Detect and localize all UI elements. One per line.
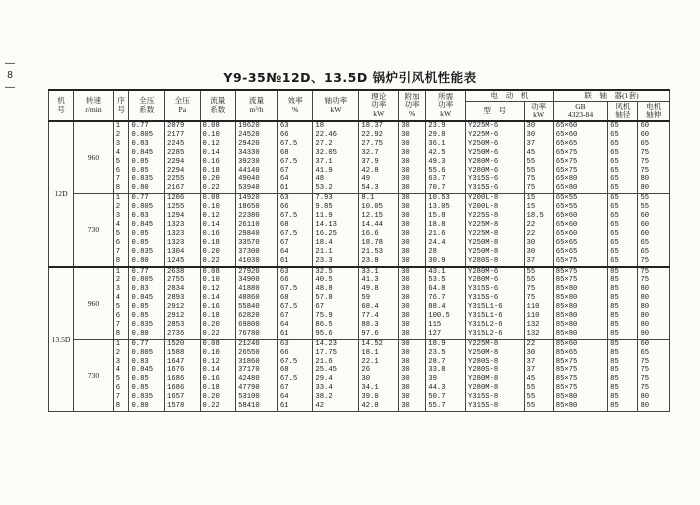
efficiency-col: 63 66 67.5 68 67.5 67 64 61: [277, 194, 313, 267]
seq-col: 1 2 3 4 5 6 7 8: [113, 121, 129, 194]
total-pressure-col: 2638 2755 2834 2893 2912 2912 2853 2736: [165, 267, 201, 340]
motor-shaft-col: 60 65 75 75 75 75 80 80: [638, 339, 670, 411]
motor-power-col: 15 15 18.5 22 22 30 30 37: [524, 194, 553, 267]
gb-col: 65×60 65×60 65×65 65×75 65×75 65×75 65×80 65×80: [553, 121, 607, 194]
required-power-col: 43.1 53.5 64.8 76.7 88.4 100.5 115 127: [426, 267, 466, 340]
shaft-power-col: 14.23 17.75 21.6 25.45 29.4 33.4 38.2 42: [313, 339, 359, 411]
seq-col: 1 2 3 4 5 6 7 8: [113, 194, 129, 267]
total-pressure-col: 1206 1255 1294 1323 1323 1323 1304 1245: [165, 194, 201, 267]
efficiency-col: 63 66 67.5 68 67.5 67 64 61: [277, 267, 313, 340]
fan-performance-table: [48, 89, 670, 412]
motor-shaft-col: 55 55 60 60 60 65 65 75: [638, 194, 670, 267]
required-power-col: 10.53 13.05 15.8 18.8 21.6 24.4 28 30.9: [426, 194, 466, 267]
header-seq: 序 号: [113, 90, 129, 121]
flow-coef-col: 0.08 0.10 0.12 0.14 0.16 0.18 0.20 0.22: [200, 267, 236, 340]
bleed-through-shadow: [90, 46, 630, 66]
header-required-power: 所需 功率 kW: [426, 90, 466, 121]
gb-col: 65×55 65×55 65×60 65×60 65×60 65×65 65×65 65×75: [553, 194, 607, 267]
flow-col: 21240 26550 31860 37170 42480 47790 53100 58410: [236, 339, 278, 411]
motor-type-col: Y225M-6 Y225M-6 Y250M-6 Y250M-6 Y280M-6 Y280M-6 Y315S-6 Y315S-6: [466, 121, 525, 194]
motor-shaft-col: 60 60 65 75 75 75 80 80: [638, 121, 670, 194]
header-model: 机 号: [49, 90, 74, 121]
theory-power-col: 33.1 41.3 49.8 59 68.4 77.4 88.3 97.6: [359, 267, 399, 340]
header-total-pressure: 全压 Pa: [165, 90, 201, 121]
required-power-col: 18.9 23.5 28.7 33.8 39 44.3 50.7 55.7: [426, 339, 466, 411]
header-speed: 转速 r/min: [74, 90, 114, 121]
efficiency-col: 63 66 67.5 68 67.5 67 64 61: [277, 121, 313, 194]
model-cell: 13.5D: [49, 267, 74, 412]
extra-power-col: 30 30 30 30 30 30 30 30: [399, 267, 426, 340]
motor-shaft-col: 75 75 80 80 80 80 80 90: [638, 267, 670, 340]
pressure-coef-col: 0.77 0.805 0.83 0.845 0.85 0.85 0.835 0.80: [129, 339, 165, 411]
speed-cell: 730: [74, 194, 114, 267]
required-power-col: 23.9 29.8 36.1 42.5 49.3 55.6 63.7 70.7: [426, 121, 466, 194]
speed-cell: 730: [74, 339, 114, 411]
extra-power-col: 30 30 30 30 30 30 30 30: [399, 339, 426, 411]
motor-type-col: Y200L-8 Y200L-8 Y225S-8 Y225M-8 Y225M-8 Y250M-8 Y250M-8 Y280S-8: [466, 194, 525, 267]
theory-power-col: 8.1 10.05 12.15 14.44 16.6 18.78 21.53 23.8: [359, 194, 399, 267]
total-pressure-col: 2079 2177 2245 2285 2294 2294 2255 2167: [165, 121, 201, 194]
theory-power-col: 18.37 22.92 27.75 32.7 37.9 42.8 49 54.3: [359, 121, 399, 194]
header-theory-power: 理论 功率 kW: [359, 90, 399, 121]
gb-col: 85×60 85×65 85×75 85×75 85×75 85×75 85×80 85×80: [553, 339, 607, 411]
pressure-coef-col: 0.77 0.805 0.83 0.845 0.85 0.85 0.835 0.80: [129, 267, 165, 340]
theory-power-col: 14.52 18.1 22.1 26 30 34.1 39.0 42.8: [359, 339, 399, 411]
speed-cell: 960: [74, 267, 114, 340]
flow-coef-col: 0.08 0.10 0.12 0.14 0.16 0.18 0.20 0.22: [200, 194, 236, 267]
gb-col: 85×75 85×75 85×80 85×80 85×80 85×80 85×80 85×80: [553, 267, 607, 340]
pressure-coef-col: 0.77 0.805 0.83 0.845 0.85 0.85 0.835 0.80: [129, 194, 165, 267]
pressure-coef-col: 0.77 0.805 0.83 0.845 0.85 0.85 0.835 0.80: [129, 121, 165, 194]
seq-col: 1 2 3 4 5 6 7 8: [113, 267, 129, 340]
fan-shaft-col: 85 85 85 85 85 85 85 85: [608, 267, 638, 340]
header-motor-group: 电 动 机: [466, 90, 554, 102]
header-coupling-group: 联 轴 器(1套): [553, 90, 669, 102]
header-flow: 流量 m³/h: [236, 90, 278, 121]
shaft-power-col: 32.5 40.5 48.8 57.8 67 75.9 86.5 95.6: [313, 267, 359, 340]
motor-type-col: Y280M-6 Y280M-6 Y315S-6 Y315S-6 Y315L1-6 Y315L1-6 Y315L2-6 Y315L2-6: [466, 267, 525, 340]
flow-col: 19620 24520 29420 34330 39230 44140 49040 53940: [236, 121, 278, 194]
header-efficiency: 效率 %: [277, 90, 313, 121]
flow-coef-col: 0.08 0.10 0.12 0.14 0.16 0.18 0.20 0.22: [200, 121, 236, 194]
header-fan-shaft: 风机 轴径: [608, 102, 638, 122]
flow-col: 14920 18650 22380 26110 29840 33570 37300 41030: [236, 194, 278, 267]
motor-power-col: 55 55 75 75 110 110 132 132: [524, 267, 553, 340]
extra-power-col: 30 30 30 30 30 30 30 30: [399, 121, 426, 194]
page-number: —8—: [5, 58, 15, 93]
motor-power-col: 30 30 37 45 55 55 75 75: [524, 121, 553, 194]
shaft-power-col: 18 22.46 27.2 32.05 37.1 41.9 48 53.2: [313, 121, 359, 194]
flow-col: 27920 34900 41880 48860 55840 62820 69800 76780: [236, 267, 278, 340]
model-cell: 12D: [49, 121, 74, 267]
fan-shaft-col: 85 85 85 85 85 85 85 85: [608, 339, 638, 411]
header-extra-power: 附加 功率 %: [399, 90, 426, 121]
extra-power-col: 30 30 30 30 30 30 30 30: [399, 194, 426, 267]
fan-shaft-col: 65 65 65 65 65 65 65 65: [608, 194, 638, 267]
header-flow-coef: 流量 系数: [200, 90, 236, 121]
table-title: Y9-35№12D、13.5D 锅炉引风机性能表: [223, 70, 477, 85]
motor-power-col: 22 30 37 37 45 55 55 55: [524, 339, 553, 411]
motor-type-col: Y225M-8 Y250M-8 Y280S-8 Y280S-8 Y280M-8 Y280M-8 Y315S-8 Y315S-8: [466, 339, 525, 411]
efficiency-col: 63 66 67.5 68 67.5 67 64 61: [277, 339, 313, 411]
fan-shaft-col: 65 65 65 65 65 65 65 65: [608, 121, 638, 194]
shaft-power-col: 7.93 9.85 11.9 14.13 16.25 18.4 21.1 23.3: [313, 194, 359, 267]
total-pressure-col: 1520 1588 1647 1676 1686 1686 1657 1578: [165, 339, 201, 411]
flow-coef-col: 0.08 0.10 0.12 0.14 0.16 0.18 0.20 0.22: [200, 339, 236, 411]
speed-cell: 960: [74, 121, 114, 194]
header-shaft-power: 轴功率 kW: [313, 90, 359, 121]
header-gb: GB 4323-84: [553, 102, 607, 122]
header-pressure-coef: 全压 系数: [129, 90, 165, 121]
header-motor-shaft: 电机 轴伸: [638, 102, 670, 122]
seq-col: 1 2 3 4 5 6 7 8: [113, 339, 129, 411]
header-motor-type: 型 号: [466, 102, 525, 122]
header-motor-power: 功率 kW: [524, 102, 553, 122]
